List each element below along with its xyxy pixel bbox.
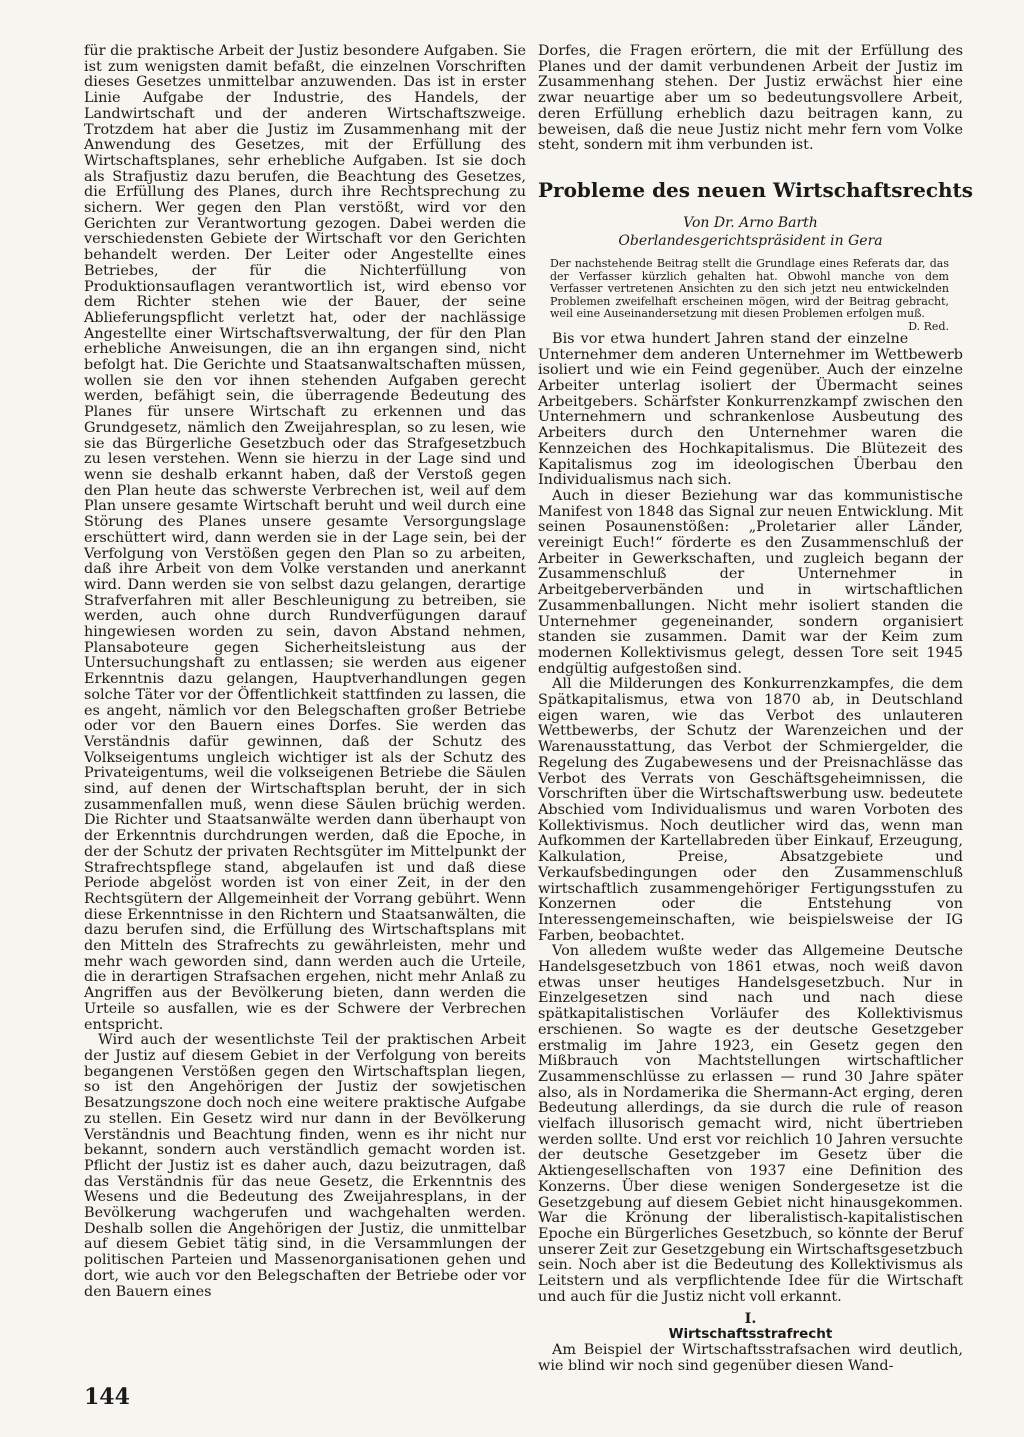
paragraph: Wird auch der wesentlichste Teil der praktischen Arbeit der Justiz auf diesem Gebiet in der Verfolgung von bereits begangenen Verstößen gegen den Wirtschaftsplan liegen, so ist den Angehörigen der Justiz der sowjetischen Besatzungszone doch noch eine weitere praktische Aufgabe zu stellen. Ein Gesetz wird nur dann in der Bevölkerung Verständnis und Beachtung finden, wenn es ihr nicht nur bekannt, sondern auch verständlich gemacht worden ist. Pflicht der Justiz ist es daher auch, dazu beizutragen, daß das Verständnis für das neue Gesetz, die Erkenntnis des Wesens und die Bedeutung des Zweijahresplans, in der Bevölkerung wachgerufen und wachgehalten werden. Deshalb sollen die Angehörigen der Justiz, die unmittelbar auf diesem Gebiet tätig sind, in die Versammlungen der politischen Parteien und Massenorganisationen gehen und dort, wie auch vor den Belegschaften der Betriebe oder vor den Bauern eines: [84, 1032, 526, 1300]
byline-position: Oberlandesgerichtspräsident in Gera: [618, 232, 883, 249]
paragraph: Bis vor etwa hundert Jahren stand der einzelne Unternehmer dem anderen Unternehmer im Wettbewerb isoliert und wie ein Feind gegenüber. Auch der einzelne Arbeiter unterlag isoliert der Übermacht seines Arbeitgebers. Schärfster Konkurrenzkampf zwischen den Unternehmern und schrankenlose Ausbeutung des Arbeiters durch den Unternehmer waren die Kennzeichen des Hochkapitalismus. Die Blütezeit des Kapitalismus zog im ideologischen Überbau den Individualismus nach sich.: [538, 330, 963, 489]
left-column: [84, 44, 526, 1300]
right-column: [538, 43, 974, 1374]
paragraph: für die praktische Arbeit der Justiz besondere Aufgaben. Sie ist zum wenigsten damit befaßt, die einzelnen Vorschriften dieses Gesetzes unmittelbar anzuwenden. Das ist in erster Linie Aufgabe der Industrie, des Handels, der Landwirtschaft und der anderen Wirtschaftszweige. Trotzdem hat aber die Justiz im Zusammenhang mit der Anwendung des Gesetzes, mit der Erfüllung des Wirtschaftsplanes, sehr erhebliche Aufgaben. Ist sie doch als Strafjustiz dazu berufen, die Beachtung des Gesetzes, die Erfüllung des Planes, durch ihre Rechtsprechung zu sichern. Wer gegen den Plan verstößt, wird vor den Gerichten zur Verantwortung gezogen. Dabei werden die verschiedensten Gebiete der Wirtschaft vor den Gerichten behandelt werden. Der Leiter oder Angestellte eines Betriebes, der für die Nichterfüllung von Produktionsauflagen verantwortlich ist, wird ebenso vor dem Richter stehen wie der Bauer, der seine Ablieferungspflicht verletzt hat, oder der nachlässige Angestellte einer Wirtschaftsverwaltung, der für den Plan erhebliche Anweisungen, die an ihn ergangen sind, nicht befolgt hat. Die Gerichte und Staatsanwaltschaften müssen, wollen sie den vor ihnen stehenden Aufgaben gerecht werden, befähigt sein, die überragende Bedeutung des Planes für unsere Wirtschaft zu erkennen und das Grundgesetz, nämlich den Zweijahresplan, so zu lesen, wie sie das Bürgerliche Gesetzbuch oder das Strafgesetzbuch zu lesen verstehen. Wenn sie hierzu in der Lage sind und wenn sie deshalb erkannt haben, daß der Verstoß gegen den Plan heute das schwerste Verbrechen ist, weil auf dem Plan unsere gesamte Wirtschaft beruht und weil durch eine Störung des Planes unsere gesamte Versorgungslage erschüttert wird, dann werden sie in der Lage sein, bei der Verfolgung von Verstößen gegen den Plan so zu arbeiten, daß ihre Arbeit von dem Volke verstanden und anerkannt wird. Dann werden sie von selbst dazu gelangen, derartige Strafverfahren mit aller Beschleunigung zu betreiben, sie werden, auch ohne durch Rundverfügungen darauf hingewiesen worden zu sein, davon Abstand nehmen, Plansaboteure gegen Sicherheitsleistung aus der Untersuchungshaft zu entlassen; sie werden aus eigener Erkenntnis dazu gelangen, Hauptverhandlungen gegen solche Täter vor der Öffentlichkeit stattfinden zu lassen, die es angeht, nämlich vor den Belegschaften großer Betriebe oder vor den Bauern eines Dorfes. Sie werden das Verständnis dafür gewinnen, daß der Schutz des Volkseigentums ungleich wichtiger ist als der Schutz des Privateigentums, weil die volkseigenen Betriebe die Säulen sind, auf denen der Wirtschaftsplan beruht, der in sich zusammenfallen muß, wenn diese Säulen brüchig werden. Die Richter und Staatsanwälte werden dann überhaupt von der Erkenntnis durchdrungen werden, daß die Epoche, in der der Schutz der privaten Rechtsgüter im Mittelpunkt der Strafrechtspflege stand, abgelaufen ist und daß diese Periode abgelöst worden ist von einer Zeit, in der den Rechtsgütern der Allgemeinheit der Vorrang gebührt. Wenn diese Erkenntnisse in den Richtern und Staatsanwälten, die dazu berufen sind, die Erfüllung des Wirtschaftsplans mit den Mitteln des Strafrechts zu gewährleisten, mehr und mehr wach geworden sind, dann werden auch die Urteile, die in derartigen Strafsachen ergehen, nicht mehr Anlaß zu Angriffen aus der Bevölkerung bieten, dann werden die Urteile so ausfallen, wie es der Schwere der Verbrechen entspricht.: [84, 43, 526, 1033]
paragraph: All die Milderungen des Konkurrenzkampfes, die dem Spätkapitalismus, etwa von 1870 ab, in Deutschland eigen waren, wie das Verbot des unlauteren Wettbewerbs, der Schutz der Warenzeichen und der Warenausstattung, das Verbot der Schmiergelder, die Regelung des Zugabewesens und der Preisnachlässe das Verbot des Verrats von Geschäftsgeheimnissen, die Vorschriften über die Wirtschaftswerbung usw. bedeutete Abschied vom Individualismus und waren Vorboten des Kollektivismus. Noch deutlicher wird das, wenn man Aufkommen der Kartellabreden über Einkauf, Erzeugung, Kalkulation, Preise, Absatzgebiete und Verkaufsbedingungen oder den Zusammenschluß wirtschaftlich zusammengehöriger Fertigungsstufen zu Konzernen oder die Entstehung von Interessengemeinschaften, wie beispielsweise der IG Farben, beobachtet.: [538, 676, 963, 944]
paragraph-continuation: Dorfes, die Fragen erörtern, die mit der Erfüllung des Planes und der damit verbundenen Arbeit der Justiz im Zusammenhang stehen. Der Justiz erwächst hier eine zwar neuartige aber um so bedeutungsvollere Arbeit, deren Erfüllung erheblich dazu beitragen kann, zu beweisen, daß die neue Justiz nicht mehr fern vom Volke steht, sondern mit ihm verbunden ist.: [538, 43, 963, 154]
paragraph: Auch in dieser Beziehung war das kommunistische Manifest von 1848 das Signal zur neuen Entwicklung. Mit seinen Posaunenstößen: „Proletarier aller Länder, vereinigt Euch!“ förderte es den Zusammenschluß der Arbeiter in Gewerkschaften, und zugleich begann der Zusammenschluß der Unternehmer in Arbeitgeberverbänden und in wirtschaftlichen Zusammenballungen. Nicht mehr isoliert standen die Unternehmer gegeneinander, sondern organisiert standen sie zusammen. Damit war der Keim zum modernen Kollektivismus gelegt, dessen Tore seit 1945 endgültig aufgestoßen sind.: [538, 487, 963, 677]
page-number: 144: [84, 1384, 130, 1410]
editorial-note-text: Der nachstehende Beitrag stellt die Grundlage eines Referats dar, das der Verfasser kürzlich gehalten hat. Obwohl manche von dem Verfasser vertretenen Ansichten zu den sich jetzt neu entwickelnden Problemen zweifelhaft erscheinen mögen, wird der Beitrag gebracht, weil eine Auseinandersetzung mit diesen Problemen erfolgen muß.: [550, 256, 949, 321]
article-title: Probleme des neuen Wirtschaftsrechts: [538, 177, 974, 202]
byline-author: Von Dr. Arno Barth: [683, 214, 818, 231]
section-number: I.: [744, 1310, 757, 1328]
paragraph: Am Beispiel der Wirtschaftsstrafsachen wird deutlich, wie blind wir noch sind gegenüber diesen Wand-: [538, 1341, 963, 1374]
editorial-signature: D. Red.: [908, 319, 949, 333]
paragraph: Von alledem wußte weder das Allgemeine Deutsche Handelsgesetzbuch von 1861 etwas, noch weiß davon etwas unser heutiges Handelsgesetzbuch. Nur in Einzelgesetzen sind nach und nach diese spätkapitalistischen Vorläufer des Kollektivismus erschienen. So wagte es der deutsche Gesetzgeber erstmalig im Jahre 1923, ein Gesetz gegen den Mißbrauch von Machtstellungen wirtschaftlicher Zusammenschlüsse zu erlassen — rund 30 Jahre später also, als in Nordamerika die Shermann-Act erging, deren Bedeutung allerdings, da sie durch die rule of reason vielfach illusorisch gemacht wird, nicht übertrieben werden sollte. Und erst vor reichlich 10 Jahren versuchte der deutsche Gesetzgeber im Gesetz über die Aktiengesellschaften von 1937 eine Definition des Konzerns. Über diese wenigen Sondergesetze ist die Gesetzgebung auf diesem Gebiet nicht hinausgekommen. War die Krönung der liberalistisch-kapitalistischen Epoche ein Bürgerliches Gesetzbuch, so könnte der Beruf unserer Zeit zur Gesetzgebung ein Wirtschaftsgesetzbuch sein. Noch aber ist die Bedeutung des Kollektivismus als Leitstern und als verpflichtende Idee für die Wirtschaft und auch für die Justiz nicht voll erkannt.: [538, 943, 963, 1305]
editorial-note: [550, 256, 949, 333]
section-title: Wirtschaftsstrafrecht: [668, 1326, 833, 1343]
